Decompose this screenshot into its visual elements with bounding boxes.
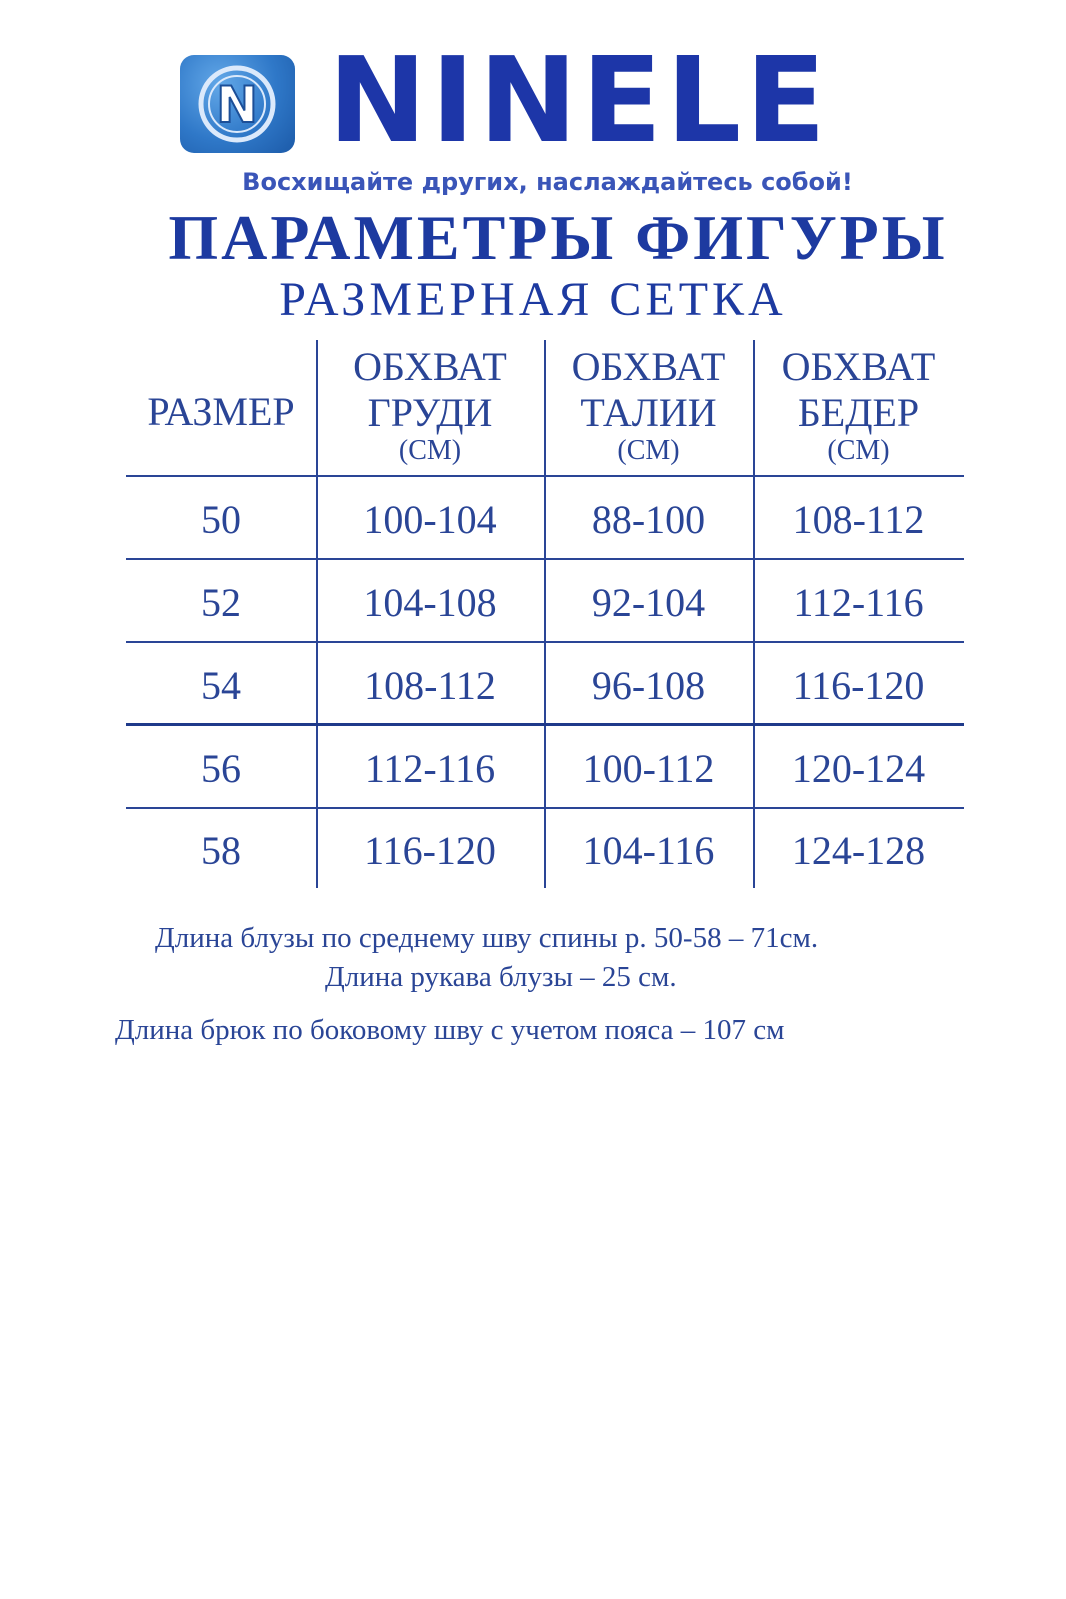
table-cell: 104-116: [582, 828, 715, 873]
table-cell: 104-108: [363, 580, 497, 625]
header-chest: [316, 344, 544, 466]
table-cell: 116-120: [792, 663, 925, 708]
header-hips: [753, 344, 964, 466]
table-divider: [126, 641, 964, 643]
table-cell: 92-104: [591, 580, 706, 625]
table-cell: 100-104: [363, 497, 497, 542]
table-cell: 116-120: [364, 828, 496, 873]
logo-badge-letter: N: [216, 76, 258, 134]
note-sleeve-length: Длина рукава блузы – 25 см.: [325, 961, 677, 993]
header-chest-unit: (СМ): [398, 435, 462, 466]
header-hips-line1: ОБХВАТ: [781, 344, 936, 389]
header-waist-unit: (СМ): [617, 435, 680, 466]
table-cell: 100-112: [582, 746, 715, 791]
table-cell: 112-116: [793, 580, 924, 625]
table-divider: [126, 723, 964, 726]
table-cell: 120-124: [791, 746, 926, 791]
page-subtitle: РАЗМЕРНАЯ СЕТКА: [279, 273, 787, 326]
table-cell: 54: [201, 663, 241, 708]
table-cell: 112-116: [364, 746, 496, 791]
brand-tagline: Восхищайте других, наслаждайтесь собой!: [242, 168, 853, 196]
table-cell: 124-128: [791, 828, 926, 873]
logo-badge-icon: [180, 55, 295, 153]
table-cell: 52: [201, 580, 241, 625]
size-table: [126, 340, 964, 888]
table-cell: 56: [201, 746, 241, 791]
header-hips-unit: (СМ): [827, 435, 890, 466]
header-waist-line1: ОБХВАТ: [571, 344, 726, 389]
note-blouse-length: Длина блузы по среднему шву спины р. 50-58 – 71см.: [155, 922, 819, 954]
table-cell: 50: [201, 497, 241, 542]
brand-name: NINELE: [328, 31, 830, 169]
table-cell: 88-100: [591, 497, 706, 542]
header-size: РАЗМЕР: [147, 389, 295, 434]
table-cell: 58: [201, 828, 241, 873]
brand-logo: [180, 31, 910, 169]
table-divider: [126, 558, 964, 560]
header-chest-line2: ГРУДИ: [367, 390, 493, 435]
table-cell: 108-112: [364, 663, 496, 708]
header-waist: [544, 344, 753, 466]
table-divider: [126, 807, 964, 809]
page-title: ПАРАМЕТРЫ ФИГУРЫ: [168, 202, 948, 273]
header-waist-line2: ТАЛИИ: [580, 390, 717, 435]
header-chest-line1: ОБХВАТ: [353, 344, 507, 389]
header-hips-line2: БЕДЕР: [797, 390, 920, 435]
table-divider: [126, 475, 964, 477]
table-cell: 108-112: [792, 497, 925, 542]
note-trousers-length: Длина брюк по боковому шву с учетом пояса – 107 см: [115, 1014, 785, 1046]
table-cell: 96-108: [591, 663, 706, 708]
